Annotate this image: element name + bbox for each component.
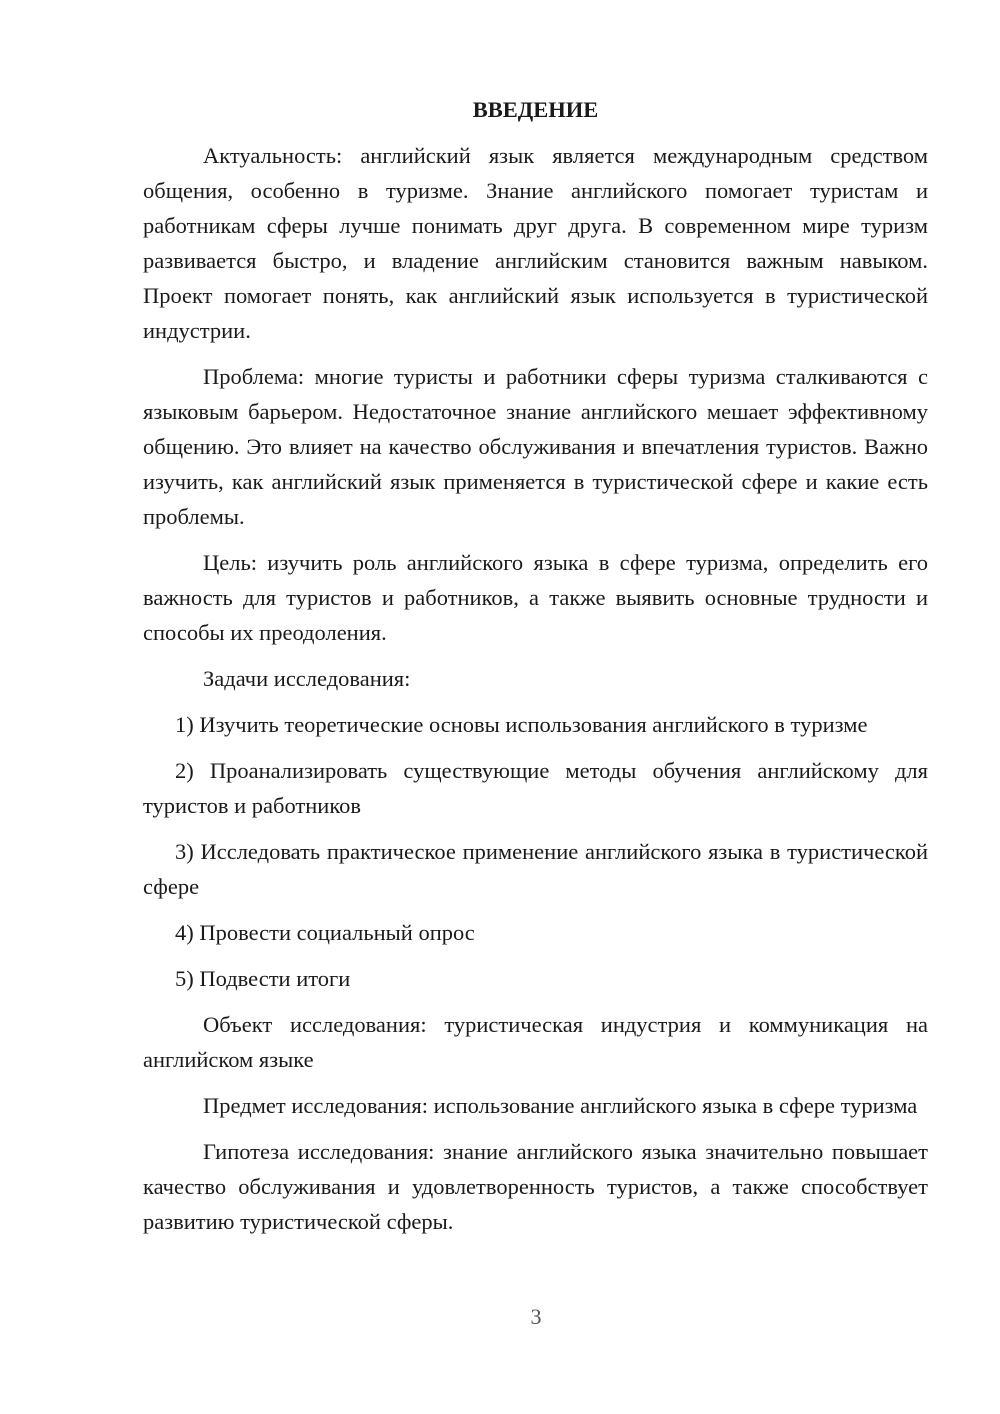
page-number: 3 [530,1304,542,1329]
paragraph-goal: Цель: изучить роль английского языка в сфере туризма, определить его важность для туристов и работников, а также выявить основные трудности и способы их преодоления. [143,550,928,645]
task-item-4: 4) Провести социальный опрос [175,920,475,945]
paragraph-relevance: Актуальность: английский язык является международным средством общения, особенно в туризме. Знание английского помогает туристам и работникам сферы лучше понимать друг друга. В современном мире туризм развивается быстро, и владение английским становится важным навыком. Проект помогает понять, как английский язык используется в туристической индустрии. [143,143,928,343]
paragraph-hypothesis: Гипотеза исследования: знание английского языка значительно повышает качество обслуживания и удовлетворенность туристов, а также способствует развитию туристической сферы. [143,1139,928,1234]
task-item-5: 5) Подвести итоги [175,966,351,991]
tasks-heading: Задачи исследования: [203,666,411,691]
paragraph-problem: Проблема: многие туристы и работники сферы туризма сталкиваются с языковым барьером. Недостаточное знание английского мешает эффективному общению. Это влияет на качество обслуживания и впечатления туристов. Важно изучить, как английский язык применяется в туристической сфере и какие есть проблемы. [143,364,928,529]
page-title: ВВЕДЕНИЕ [472,97,599,122]
paragraph-subject: Предмет исследования: использование английского языка в сфере туризма [203,1093,918,1118]
task-item-2: 2) Проанализировать существующие методы обучения английскому для туристов и работников [143,758,928,818]
task-item-1: 1) Изучить теоретические основы использования английского в туризме [175,712,868,737]
page-content [143,92,928,1250]
paragraph-object: Объект исследования: туристическая индустрия и коммуникация на английском языке [143,1012,928,1072]
task-item-3: 3) Исследовать практическое применение английского языка в туристической сфере [143,839,928,899]
